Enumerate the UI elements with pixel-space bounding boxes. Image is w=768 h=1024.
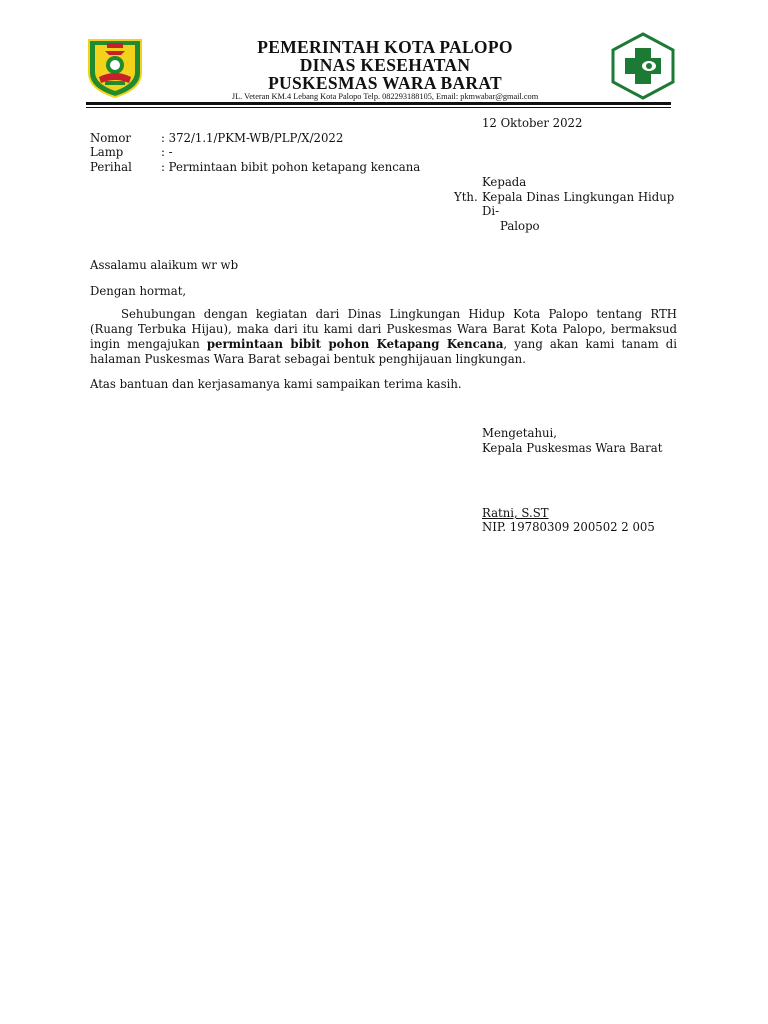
header-puskesmas: PUSKESMAS WARA BARAT xyxy=(268,73,502,93)
recipient-yth: Yth. xyxy=(454,190,478,204)
header-divider-thin xyxy=(86,107,671,108)
perihal-value: : Permintaan bibit pohon ketapang kencana xyxy=(161,160,421,174)
header-department: DINAS KESEHATAN xyxy=(299,55,471,75)
recipient-di: Di- xyxy=(482,204,500,218)
lamp-label: Lamp xyxy=(90,145,124,159)
header-divider-thick xyxy=(86,102,671,105)
lamp-value: : - xyxy=(161,145,173,159)
recipient-name: Kepala Dinas Lingkungan Hidup xyxy=(482,190,675,204)
body-paragraph-bold: permintaan bibit pohon Ketapang Kencana xyxy=(206,337,504,351)
body-paragraph xyxy=(90,307,677,367)
salutation: Dengan hormat, xyxy=(90,284,187,298)
greeting: Assalamu alaikum wr wb xyxy=(90,258,239,272)
nomor-value: : 372/1.1/PKM-WB/PLP/X/2022 xyxy=(161,131,344,145)
signature-name: Ratni, S.ST xyxy=(482,506,549,520)
puskesmas-cross-logo-icon xyxy=(611,32,675,100)
recipient-city: Palopo xyxy=(500,219,540,233)
header-address: JL. Veteran KM.4 Lebang Kota Palopo Telp. 082293188105, Email: pkmwabar@gmail.com xyxy=(231,92,539,101)
header-government: PEMERINTAH KOTA PALOPO xyxy=(257,37,513,57)
palopo-city-emblem-icon xyxy=(85,37,145,99)
signature-title: Kepala Puskesmas Wara Barat xyxy=(482,441,663,455)
body-paragraph-part2: , yang akan kami tanam di halaman Puskesmas Wara Barat sebagai bentuk penghijauan lingkungan. xyxy=(90,337,677,366)
body-paragraph-part1: Sehubungan dengan kegiatan dari Dinas Lingkungan Hidup Kota Palopo tentang RTH (Ruang Terbuka Hijau), maka dari itu kami dari Puskesmas Wara Barat Kota Palopo, bermaksud ingin mengajukan xyxy=(90,307,677,351)
recipient-kepada: Kepada xyxy=(482,175,527,189)
letter-date: 12 Oktober 2022 xyxy=(482,116,583,130)
signature-mengetahui: Mengetahui, xyxy=(482,426,557,440)
nomor-label: Nomor xyxy=(90,131,131,145)
perihal-label: Perihal xyxy=(90,160,132,174)
signature-nip: NIP. 19780309 200502 2 005 xyxy=(482,520,655,534)
closing-text: Atas bantuan dan kerjasamanya kami sampaikan terima kasih. xyxy=(90,377,462,391)
